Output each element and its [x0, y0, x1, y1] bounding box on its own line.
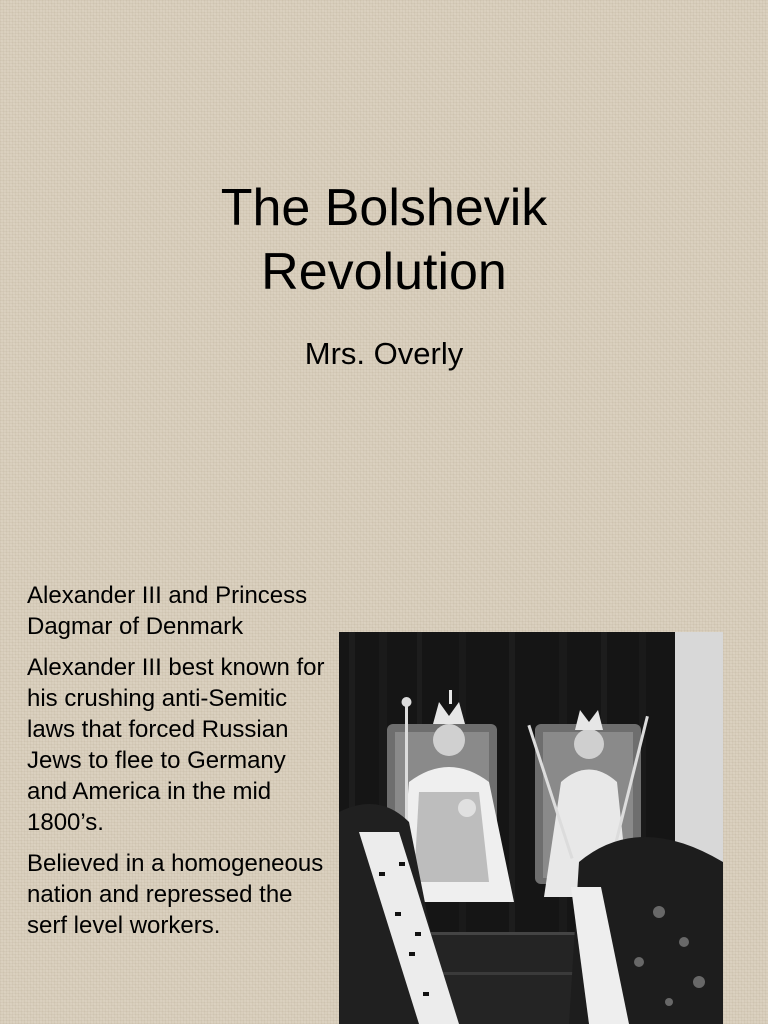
body-paragraph: Alexander III best known for his crushing anti-Semitic laws that forced Russian Jews to flee to Germany and America in the mid 1800’s.	[27, 654, 325, 836]
royal-couple-photo-icon	[339, 632, 723, 1024]
slide-subtitle: Mrs. Overly	[304, 336, 464, 371]
body-paragraph: Believed in a homogeneous nation and repressed the serf level workers.	[27, 850, 324, 939]
royal-couple-photo	[339, 632, 723, 1024]
title-line-2: Revolution	[261, 243, 507, 301]
slide-divider	[0, 512, 768, 513]
title-line-1: The Bolshevik	[220, 179, 548, 237]
body-text	[27, 580, 327, 951]
body-paragraph: Alexander III and Princess Dagmar of Denmark	[27, 582, 308, 640]
slide-title	[0, 176, 768, 304]
